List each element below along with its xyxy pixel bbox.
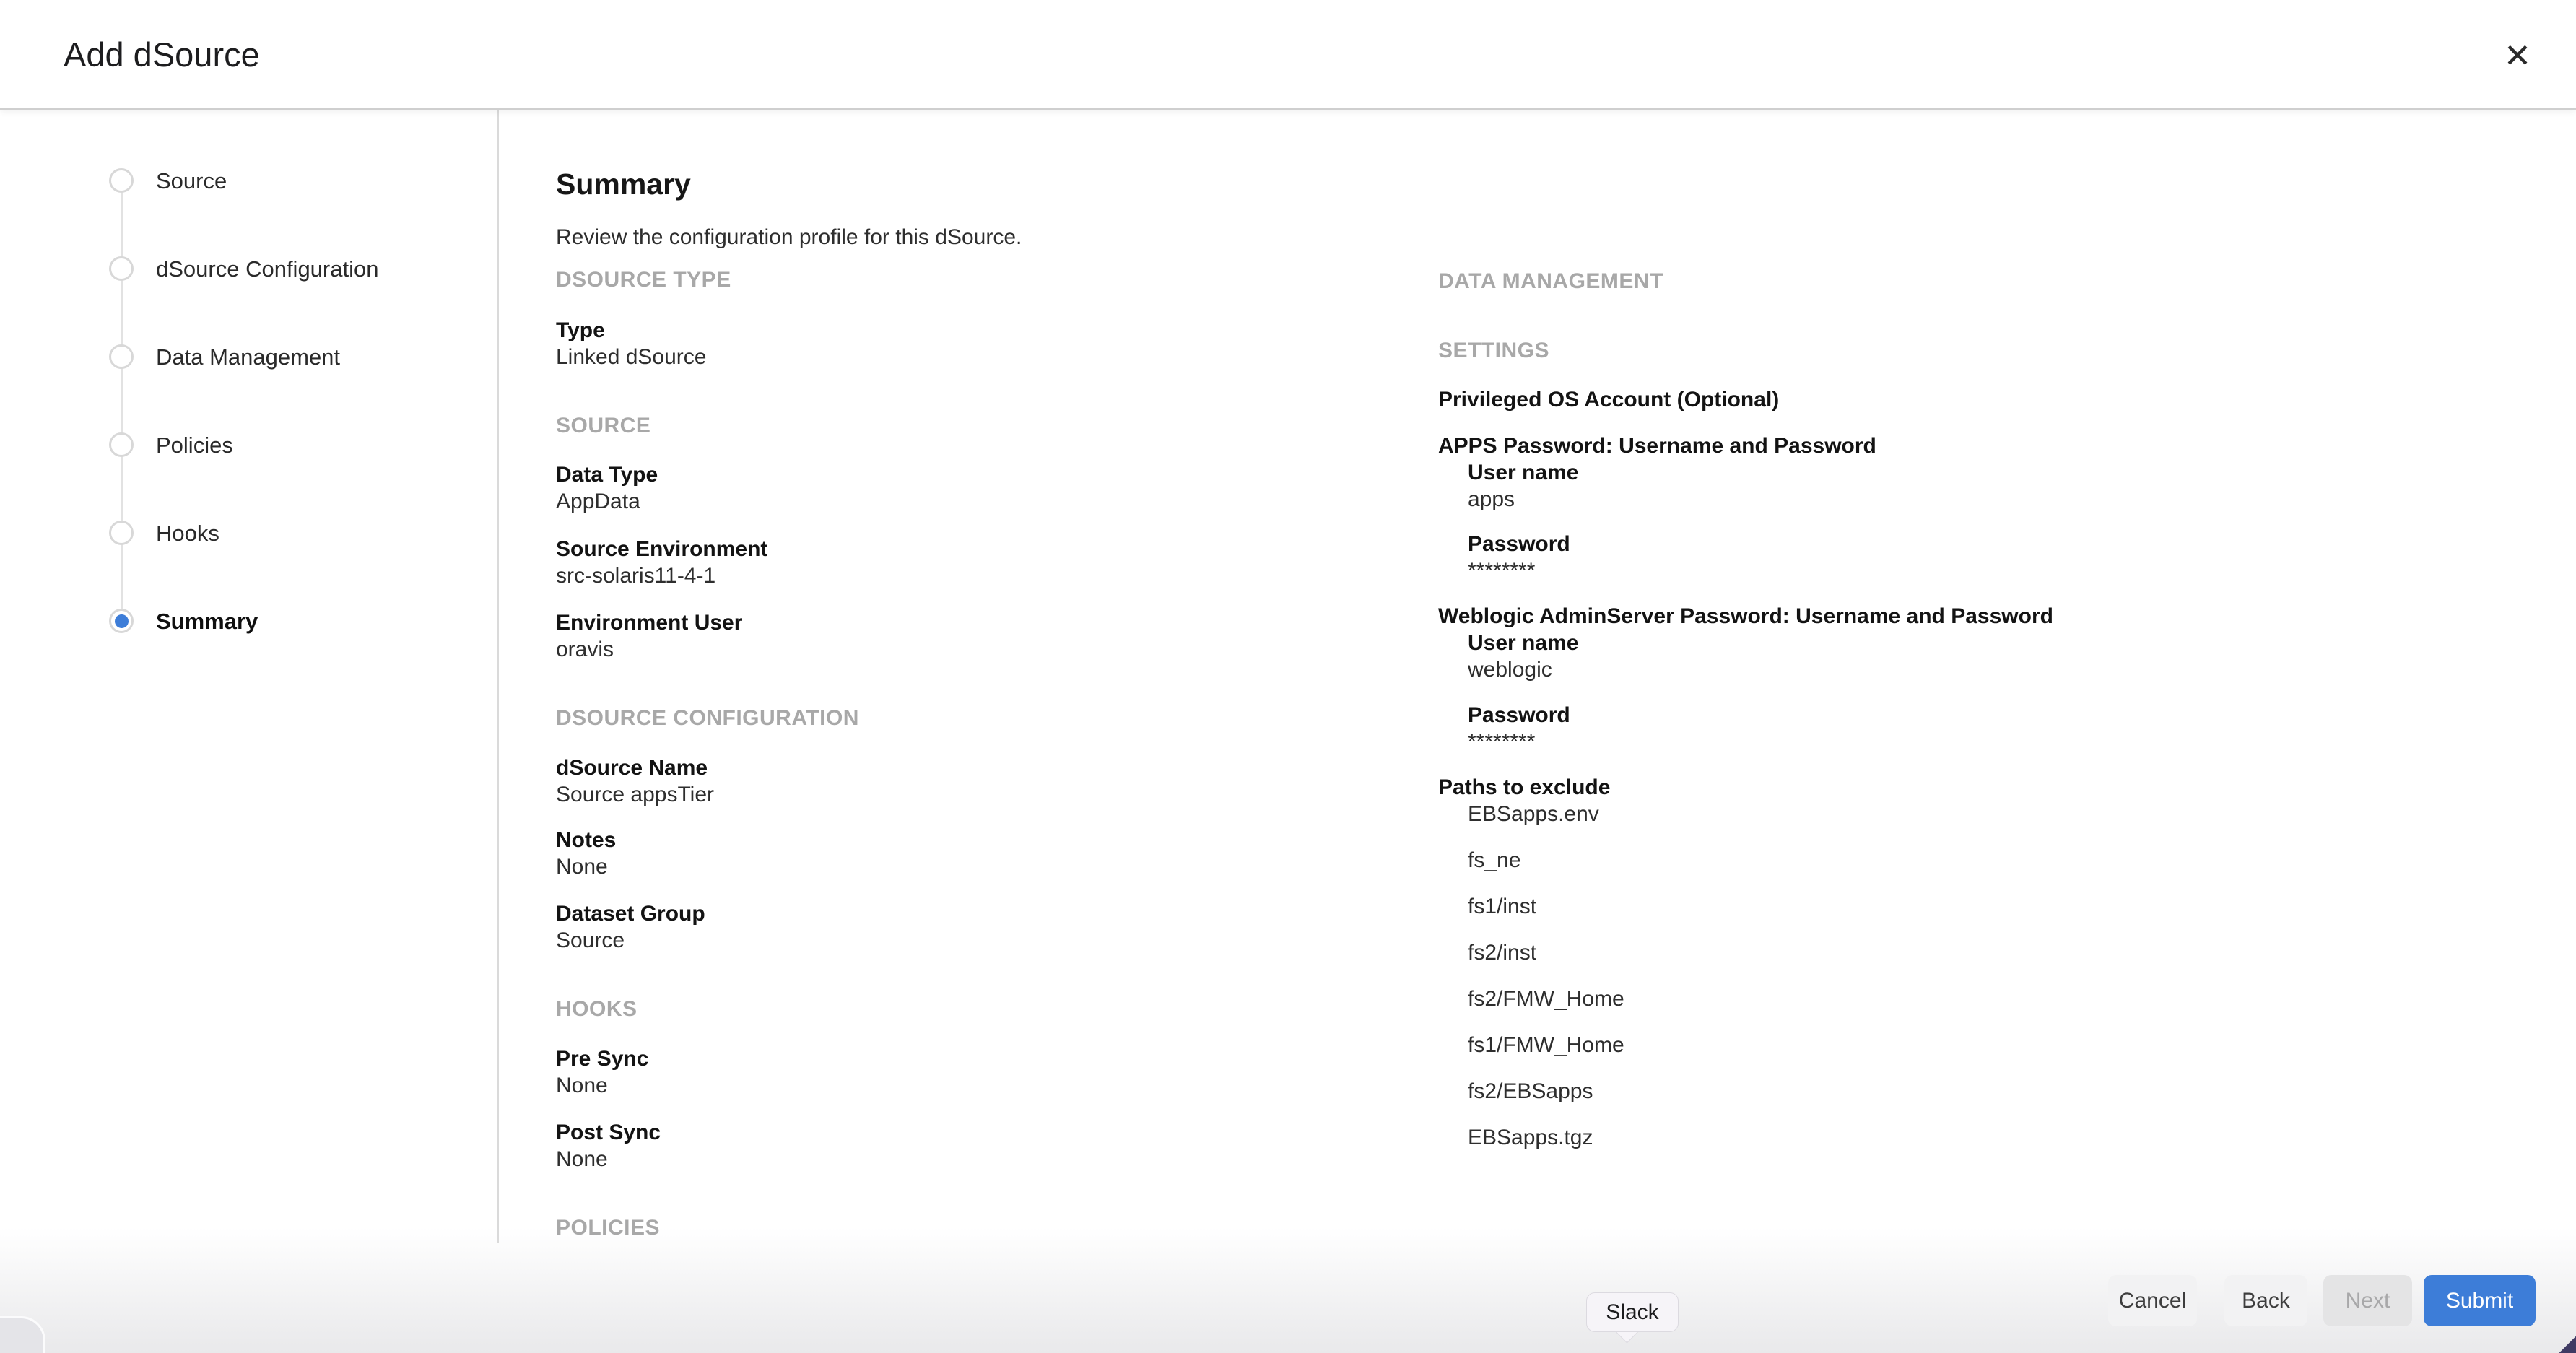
step-label: dSource Configuration	[156, 256, 379, 282]
dialog-header	[0, 0, 2576, 110]
password-label: Password	[1468, 703, 1570, 727]
sidebar-item-hooks[interactable]	[109, 518, 219, 547]
path-item: EBSapps.tgz	[1468, 1126, 1593, 1149]
close-icon: ✕	[2503, 37, 2532, 74]
field-value: None	[556, 1147, 608, 1171]
username-value: weblogic	[1468, 658, 1552, 682]
summary-heading: Summary	[556, 168, 691, 201]
step-label: Policies	[156, 432, 233, 458]
field-label: Source Environment	[556, 537, 768, 561]
close-button[interactable]	[2486, 25, 2549, 87]
field-label: dSource Name	[556, 756, 708, 780]
step-label: Data Management	[156, 344, 341, 370]
sidebar-item-source[interactable]	[109, 166, 227, 195]
sidebar-divider	[497, 110, 499, 1243]
username-value: apps	[1468, 487, 1515, 511]
password-label: Password	[1468, 532, 1570, 556]
path-item: fs1/FMW_Home	[1468, 1033, 1624, 1057]
field-value: None	[556, 1074, 608, 1097]
section-header-settings: SETTINGS	[1438, 339, 1550, 362]
section-header-policies: POLICIES	[556, 1216, 661, 1240]
section-header-data-management: DATA MANAGEMENT	[1438, 269, 1663, 293]
field-label: Post Sync	[556, 1121, 661, 1144]
path-item: EBSapps.env	[1468, 802, 1599, 826]
summary-subheading: Review the configuration profile for this dSource.	[556, 225, 1022, 249]
section-header-dsource-configuration: DSOURCE CONFIGURATION	[556, 706, 859, 730]
field-value: Linked dSource	[556, 345, 707, 369]
section-header-source: SOURCE	[556, 414, 651, 438]
section-header-dsource-type: DSOURCE TYPE	[556, 268, 731, 292]
field-value: AppData	[556, 490, 640, 513]
step-label: Summary	[156, 608, 258, 634]
cancel-button[interactable]: Cancel	[2108, 1275, 2197, 1326]
field-value: oravis	[556, 638, 614, 661]
summary-right-column	[1438, 108, 2550, 1151]
field-value: src-solaris11-4-1	[556, 564, 716, 588]
back-button[interactable]: Back	[2224, 1275, 2307, 1326]
field-label: Dataset Group	[556, 902, 705, 926]
sidebar-item-summary[interactable]	[109, 606, 258, 635]
path-item: fs2/FMW_Home	[1468, 987, 1624, 1011]
path-item: fs_ne	[1468, 848, 1521, 872]
password-masked-value: ********	[1468, 559, 1536, 583]
path-item: fs2/EBSapps	[1468, 1079, 1593, 1103]
step-circle-icon	[109, 432, 134, 457]
field-value: Source appsTier	[556, 783, 714, 806]
step-circle-icon	[109, 256, 134, 281]
field-value: Source	[556, 928, 625, 952]
sidebar-item-dsource-configuration[interactable]	[109, 254, 378, 283]
next-button-disabled: Next	[2323, 1275, 2412, 1326]
summary-left-column	[556, 108, 1408, 1241]
section-header-hooks: HOOKS	[556, 997, 638, 1021]
active-step-dot	[115, 614, 129, 628]
step-label: Hooks	[156, 520, 219, 546]
submit-button[interactable]: Submit	[2424, 1275, 2536, 1326]
privileged-os-account-label: Privileged OS Account (Optional)	[1438, 388, 1780, 412]
field-label: Type	[556, 318, 605, 342]
field-label: Data Type	[556, 463, 658, 487]
step-circle-icon	[109, 344, 134, 369]
username-label: User name	[1468, 631, 1579, 655]
step-circle-icon	[109, 521, 134, 545]
dock-tooltip: Slack	[1586, 1292, 1679, 1332]
step-circle-active-icon	[109, 609, 134, 633]
path-item: fs1/inst	[1468, 895, 1537, 918]
sidebar-item-data-management[interactable]	[109, 342, 340, 371]
password-masked-value: ********	[1468, 730, 1536, 754]
step-circle-icon	[109, 168, 134, 193]
path-item: fs2/inst	[1468, 941, 1537, 965]
field-label: Environment User	[556, 611, 743, 635]
field-label: Pre Sync	[556, 1047, 649, 1071]
username-label: User name	[1468, 461, 1579, 484]
field-label: Notes	[556, 828, 617, 852]
page-title: Add dSource	[64, 35, 260, 74]
dock-icon-corner	[2548, 1329, 2576, 1353]
step-label: Source	[156, 168, 227, 193]
dock-window-corner	[0, 1316, 45, 1353]
apps-password-title: APPS Password: Username and Password	[1438, 434, 1876, 458]
paths-to-exclude-label: Paths to exclude	[1438, 775, 1611, 799]
field-value: None	[556, 855, 608, 879]
weblogic-password-title: Weblogic AdminServer Password: Username and Password	[1438, 604, 2053, 628]
wizard-step-connector	[121, 180, 123, 621]
sidebar-item-policies[interactable]	[109, 430, 233, 459]
